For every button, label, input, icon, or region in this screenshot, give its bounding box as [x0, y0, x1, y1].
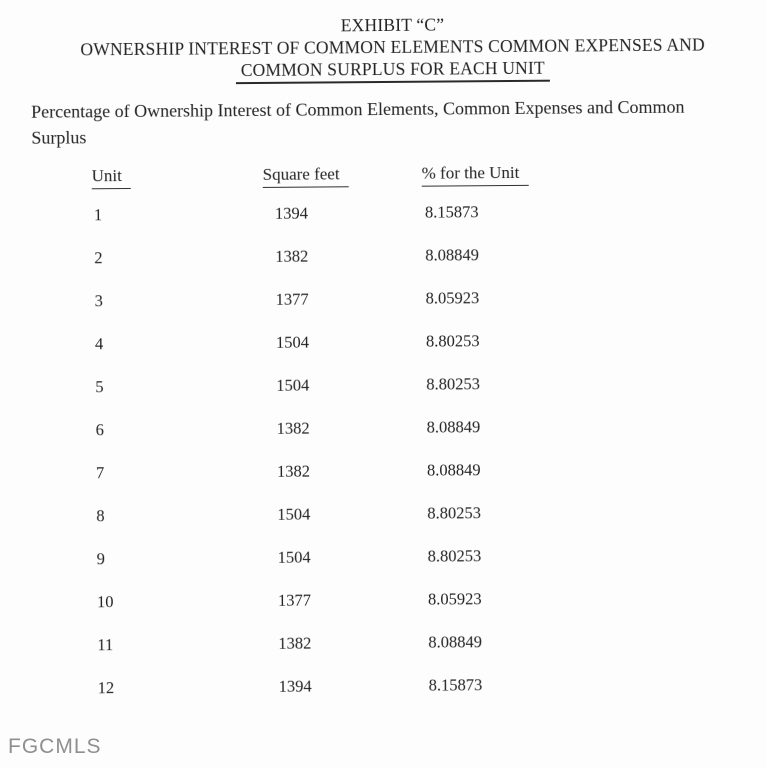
fgcmls-watermark: FGCMLS	[8, 735, 102, 758]
square-feet-cell: 1394	[278, 676, 312, 696]
unit-number-cell: 8	[96, 506, 105, 526]
table-header-row	[0, 161, 765, 191]
column-header-unit: Unit	[92, 166, 131, 189]
unit-number-cell: 11	[97, 635, 114, 655]
percent-cell: 8.08849	[426, 417, 481, 437]
document-title	[37, 11, 748, 86]
unit-number-cell: 2	[94, 248, 103, 268]
percent-cell: 8.05923	[425, 288, 480, 308]
unit-number-cell: 1	[93, 205, 103, 225]
title-ownership-line: OWNERSHIP INTEREST OF COMMON ELEMENTS COMMON EXPENSES AND	[80, 34, 705, 60]
percent-cell: 8.05923	[427, 589, 482, 609]
percent-cell: 8.80253	[425, 331, 480, 351]
percent-cell: 8.80253	[427, 503, 482, 523]
percent-cell: 8.80253	[426, 374, 481, 394]
column-header-square-feet: Square feet	[263, 164, 349, 188]
percent-cell: 8.08849	[426, 460, 481, 480]
table-body	[0, 200, 766, 722]
table-row	[1, 458, 766, 507]
table-row	[0, 372, 766, 421]
table-row	[1, 415, 766, 464]
percent-cell: 8.08849	[428, 632, 483, 652]
square-feet-cell: 1504	[277, 547, 311, 567]
percent-cell: 8.15873	[424, 202, 479, 222]
title-exhibit-line: EXHIBIT “C”	[340, 14, 445, 36]
unit-number-cell: 6	[95, 420, 104, 440]
unit-number-cell: 7	[95, 463, 105, 483]
square-feet-cell: 1504	[276, 375, 310, 395]
unit-number-cell: 5	[95, 377, 104, 397]
unit-number-cell: 10	[96, 592, 114, 612]
square-feet-cell: 1377	[277, 590, 312, 610]
title-surplus-line: COMMON SURPLUS FOR EACH UNIT	[236, 57, 550, 84]
square-feet-cell: 1377	[275, 289, 309, 309]
percent-cell: 8.80253	[427, 546, 482, 566]
unit-number-cell: 3	[94, 291, 103, 311]
table-row	[2, 587, 766, 636]
square-feet-cell: 1382	[276, 418, 310, 438]
table-row	[2, 544, 766, 593]
table-row	[0, 243, 766, 292]
unit-number-cell: 4	[94, 334, 104, 354]
table-row	[2, 630, 766, 679]
table-row	[3, 673, 766, 722]
intro-paragraph: Percentage of Ownership Interest of Common Elements, Common Expenses and Common Surplus	[31, 96, 685, 148]
square-feet-cell: 1504	[275, 332, 310, 352]
percent-cell: 8.15873	[428, 675, 483, 695]
square-feet-cell: 1382	[276, 461, 311, 481]
square-feet-cell: 1394	[274, 203, 309, 223]
table-row	[0, 329, 766, 378]
unit-number-cell: 12	[97, 678, 115, 698]
table-row	[0, 200, 765, 249]
square-feet-cell: 1504	[277, 504, 311, 524]
square-feet-cell: 1382	[278, 633, 312, 653]
unit-number-cell: 9	[96, 549, 105, 569]
percent-cell: 8.08849	[425, 245, 479, 265]
table-row	[1, 501, 766, 550]
square-feet-cell: 1382	[275, 246, 309, 266]
table-row	[0, 286, 766, 335]
column-header-percent-for-unit: % for the Unit	[422, 163, 529, 187]
